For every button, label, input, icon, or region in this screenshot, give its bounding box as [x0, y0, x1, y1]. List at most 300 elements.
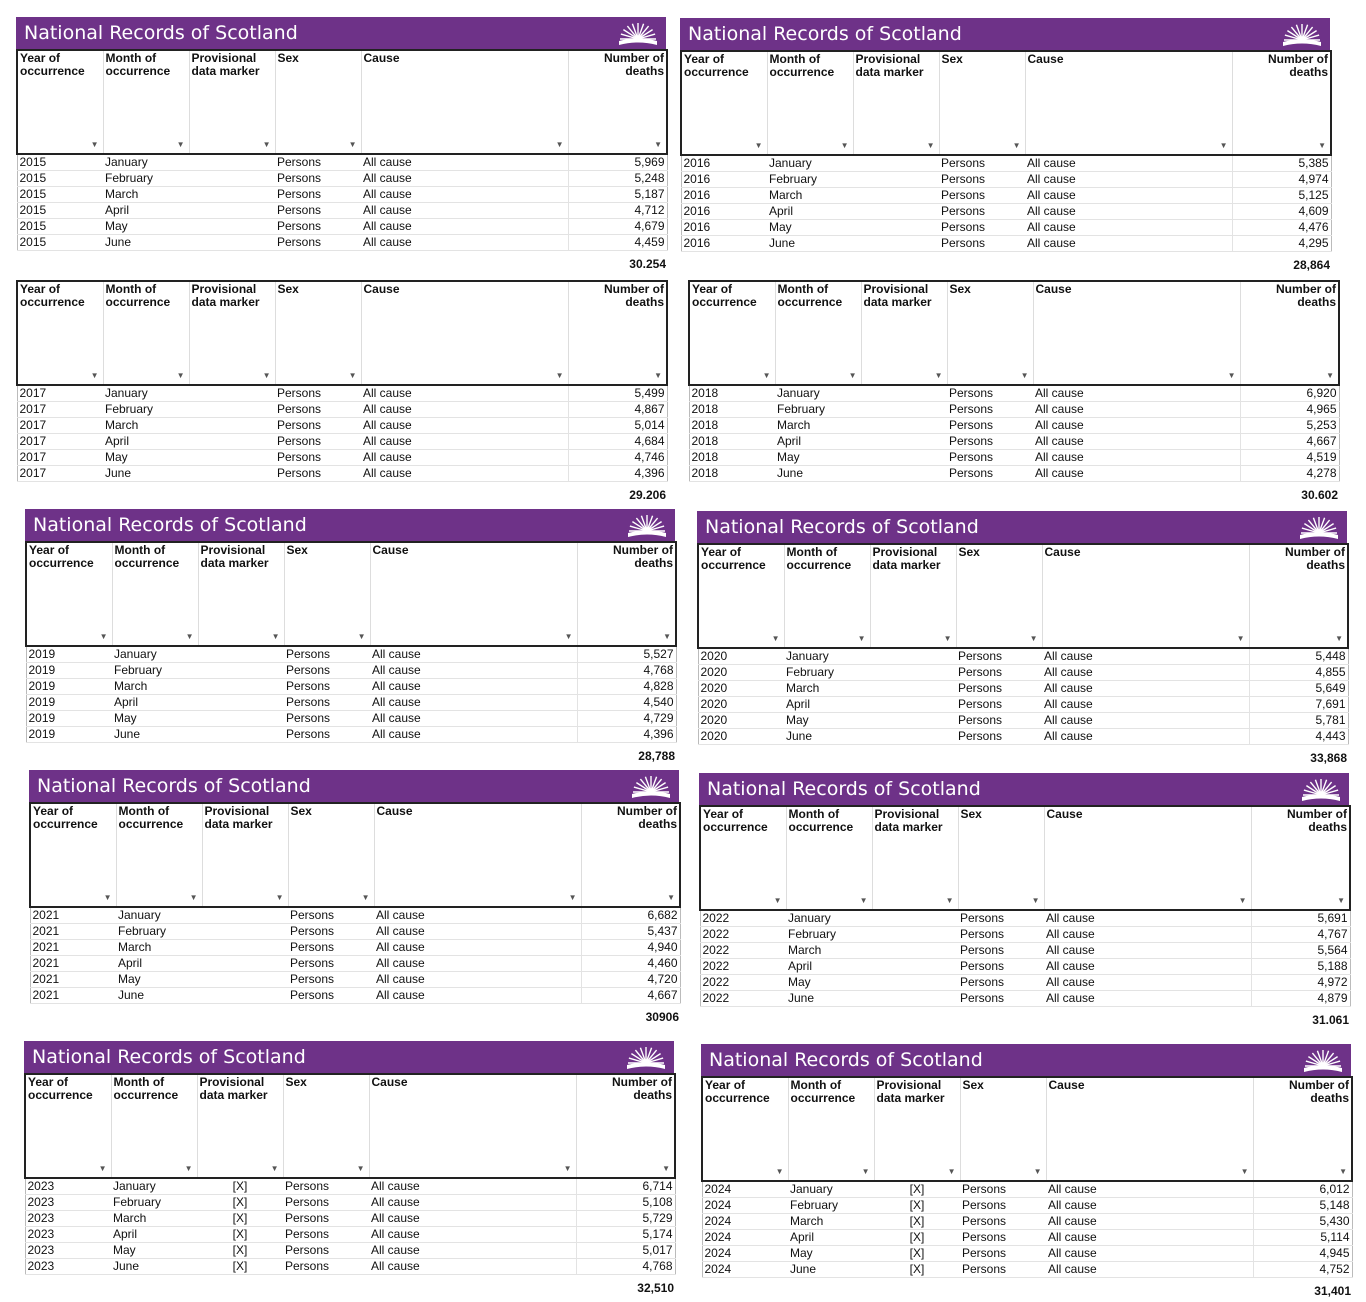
- cause-cell[interactable]: All cause: [369, 1211, 576, 1227]
- filter-dropdown-icon[interactable]: ▼: [861, 1167, 870, 1176]
- cause-cell[interactable]: All cause: [1042, 697, 1249, 713]
- year-cell[interactable]: 2019: [26, 679, 112, 695]
- sex-cell[interactable]: Persons: [947, 418, 1033, 434]
- deaths-cell[interactable]: 4,940: [581, 940, 680, 956]
- month-cell[interactable]: March: [112, 679, 198, 695]
- month-cell[interactable]: May: [111, 1243, 197, 1259]
- filter-dropdown-icon[interactable]: ▼: [754, 141, 763, 150]
- month-cell[interactable]: June: [116, 988, 202, 1004]
- month-cell[interactable]: May: [116, 972, 202, 988]
- year-cell[interactable]: 2021: [30, 956, 116, 972]
- sex-cell[interactable]: Persons: [288, 940, 374, 956]
- filter-dropdown-icon[interactable]: ▼: [189, 893, 198, 902]
- filter-dropdown-icon[interactable]: ▼: [564, 632, 573, 641]
- month-cell[interactable]: March: [111, 1211, 197, 1227]
- column-header-cause[interactable]: [369, 1074, 576, 1178]
- filter-dropdown-icon[interactable]: ▼: [1335, 634, 1343, 643]
- sex-cell[interactable]: Persons: [956, 697, 1042, 713]
- month-cell[interactable]: March: [767, 188, 853, 204]
- month-cell[interactable]: June: [786, 991, 872, 1007]
- month-cell[interactable]: February: [111, 1195, 197, 1211]
- year-cell[interactable]: 2023: [25, 1227, 111, 1243]
- year-cell[interactable]: 2018: [689, 385, 775, 402]
- sex-cell[interactable]: Persons: [284, 663, 370, 679]
- month-cell[interactable]: May: [103, 219, 189, 235]
- deaths-cell[interactable]: 5,729: [576, 1211, 675, 1227]
- filter-dropdown-icon[interactable]: ▼: [361, 893, 370, 902]
- marker-cell[interactable]: [189, 235, 275, 251]
- month-cell[interactable]: January: [116, 907, 202, 924]
- filter-dropdown-icon[interactable]: ▼: [348, 371, 357, 380]
- sex-cell[interactable]: Persons: [284, 711, 370, 727]
- sex-cell[interactable]: Persons: [283, 1211, 369, 1227]
- marker-cell[interactable]: [870, 665, 956, 681]
- cause-cell[interactable]: All cause: [370, 663, 577, 679]
- sex-cell[interactable]: Persons: [288, 988, 374, 1004]
- cause-cell[interactable]: All cause: [1044, 991, 1251, 1007]
- cause-cell[interactable]: All cause: [1042, 713, 1249, 729]
- filter-dropdown-icon[interactable]: ▼: [262, 371, 271, 380]
- filter-dropdown-icon[interactable]: ▼: [176, 140, 185, 149]
- month-cell[interactable]: March: [116, 940, 202, 956]
- year-cell[interactable]: 2021: [30, 907, 116, 924]
- table-row[interactable]: [26, 727, 676, 743]
- cause-cell[interactable]: All cause: [361, 466, 568, 482]
- table-row[interactable]: [681, 188, 1331, 204]
- column-header-deaths[interactable]: [581, 803, 680, 907]
- marker-cell[interactable]: [189, 219, 275, 235]
- sex-cell[interactable]: Persons: [275, 402, 361, 418]
- sex-cell[interactable]: Persons: [960, 1214, 1046, 1230]
- sex-cell[interactable]: Persons: [960, 1198, 1046, 1214]
- filter-dropdown-icon[interactable]: ▼: [1227, 371, 1236, 380]
- cause-cell[interactable]: All cause: [1033, 402, 1240, 418]
- cause-cell[interactable]: All cause: [1046, 1262, 1253, 1278]
- sex-cell[interactable]: Persons: [960, 1246, 1046, 1262]
- marker-cell[interactable]: [202, 972, 288, 988]
- sex-cell[interactable]: Persons: [947, 466, 1033, 482]
- column-header-month[interactable]: [111, 1074, 197, 1178]
- table-row[interactable]: [30, 940, 680, 956]
- table-row[interactable]: [26, 646, 676, 663]
- year-cell[interactable]: 2023: [25, 1178, 111, 1195]
- deaths-cell[interactable]: 5,527: [577, 646, 676, 663]
- column-header-marker[interactable]: [198, 542, 284, 646]
- sex-cell[interactable]: Persons: [939, 220, 1025, 236]
- deaths-cell[interactable]: 4,459: [568, 235, 667, 251]
- cause-cell[interactable]: All cause: [1044, 959, 1251, 975]
- sex-cell[interactable]: Persons: [288, 907, 374, 924]
- table-row[interactable]: [702, 1246, 1352, 1262]
- year-cell[interactable]: 2023: [25, 1259, 111, 1275]
- deaths-cell[interactable]: 5,430: [1253, 1214, 1352, 1230]
- filter-dropdown-icon[interactable]: ▼: [654, 371, 662, 380]
- filter-dropdown-icon[interactable]: ▼: [275, 893, 284, 902]
- filter-dropdown-icon[interactable]: ▼: [771, 634, 780, 643]
- filter-dropdown-icon[interactable]: ▼: [943, 634, 952, 643]
- table-row[interactable]: [700, 910, 1350, 927]
- cause-cell[interactable]: All cause: [1025, 188, 1232, 204]
- sex-cell[interactable]: Persons: [958, 991, 1044, 1007]
- year-cell[interactable]: 2019: [26, 646, 112, 663]
- table-row[interactable]: [30, 924, 680, 940]
- deaths-cell[interactable]: 4,460: [581, 956, 680, 972]
- deaths-cell[interactable]: 5,125: [1232, 188, 1331, 204]
- cause-cell[interactable]: All cause: [1044, 910, 1251, 927]
- deaths-cell[interactable]: 5,499: [568, 385, 667, 402]
- table-row[interactable]: [702, 1262, 1352, 1278]
- column-header-deaths[interactable]: [568, 50, 667, 154]
- sex-cell[interactable]: Persons: [939, 172, 1025, 188]
- table-row[interactable]: [25, 1243, 675, 1259]
- month-cell[interactable]: May: [103, 450, 189, 466]
- table-row[interactable]: [700, 991, 1350, 1007]
- table-row[interactable]: [689, 402, 1339, 418]
- deaths-cell[interactable]: 5,253: [1240, 418, 1339, 434]
- filter-dropdown-icon[interactable]: ▼: [1318, 141, 1326, 150]
- deaths-cell[interactable]: 4,476: [1232, 220, 1331, 236]
- deaths-cell[interactable]: 4,679: [568, 219, 667, 235]
- year-cell[interactable]: 2017: [17, 385, 103, 402]
- column-header-marker[interactable]: [872, 806, 958, 910]
- deaths-cell[interactable]: 5,969: [568, 154, 667, 171]
- month-cell[interactable]: January: [112, 646, 198, 663]
- deaths-cell[interactable]: 4,879: [1251, 991, 1350, 1007]
- year-cell[interactable]: 2019: [26, 727, 112, 743]
- month-cell[interactable]: April: [786, 959, 872, 975]
- sex-cell[interactable]: Persons: [275, 171, 361, 187]
- filter-dropdown-icon[interactable]: ▼: [857, 634, 866, 643]
- column-header-marker[interactable]: [189, 50, 275, 154]
- deaths-cell[interactable]: 7,691: [1249, 697, 1348, 713]
- deaths-cell[interactable]: 5,564: [1251, 943, 1350, 959]
- year-cell[interactable]: 2018: [689, 418, 775, 434]
- marker-cell[interactable]: [X]: [874, 1198, 960, 1214]
- cause-cell[interactable]: All cause: [1033, 466, 1240, 482]
- filter-dropdown-icon[interactable]: ▼: [654, 140, 662, 149]
- deaths-cell[interactable]: 5,187: [568, 187, 667, 203]
- column-header-deaths[interactable]: [1249, 544, 1348, 648]
- filter-dropdown-icon[interactable]: ▼: [1240, 1167, 1249, 1176]
- deaths-cell[interactable]: 4,746: [568, 450, 667, 466]
- table-row[interactable]: [702, 1198, 1352, 1214]
- sex-cell[interactable]: Persons: [947, 434, 1033, 450]
- deaths-cell[interactable]: 5,108: [576, 1195, 675, 1211]
- filter-dropdown-icon[interactable]: ▼: [663, 632, 671, 641]
- year-cell[interactable]: 2022: [700, 910, 786, 927]
- month-cell[interactable]: March: [786, 943, 872, 959]
- table-row[interactable]: [689, 466, 1339, 482]
- month-cell[interactable]: March: [784, 681, 870, 697]
- sex-cell[interactable]: Persons: [288, 956, 374, 972]
- filter-dropdown-icon[interactable]: ▼: [568, 893, 577, 902]
- column-header-sex[interactable]: [288, 803, 374, 907]
- year-cell[interactable]: 2016: [681, 188, 767, 204]
- deaths-cell[interactable]: 6,714: [576, 1178, 675, 1195]
- year-cell[interactable]: 2021: [30, 940, 116, 956]
- marker-cell[interactable]: [853, 155, 939, 172]
- marker-cell[interactable]: [872, 910, 958, 927]
- marker-cell[interactable]: [872, 991, 958, 1007]
- column-header-marker[interactable]: [861, 281, 947, 385]
- filter-dropdown-icon[interactable]: ▼: [947, 1167, 956, 1176]
- table-row[interactable]: [30, 956, 680, 972]
- cause-cell[interactable]: All cause: [369, 1259, 576, 1275]
- marker-cell[interactable]: [872, 927, 958, 943]
- cause-cell[interactable]: All cause: [1042, 648, 1249, 665]
- year-cell[interactable]: 2018: [689, 466, 775, 482]
- table-row[interactable]: [17, 418, 667, 434]
- month-cell[interactable]: June: [788, 1262, 874, 1278]
- month-cell[interactable]: May: [786, 975, 872, 991]
- deaths-cell[interactable]: 5,649: [1249, 681, 1348, 697]
- month-cell[interactable]: April: [112, 695, 198, 711]
- sex-cell[interactable]: Persons: [284, 727, 370, 743]
- year-cell[interactable]: 2016: [681, 220, 767, 236]
- month-cell[interactable]: June: [112, 727, 198, 743]
- table-row[interactable]: [25, 1195, 675, 1211]
- table-row[interactable]: [698, 729, 1348, 745]
- deaths-cell[interactable]: 4,396: [568, 466, 667, 482]
- year-cell[interactable]: 2022: [700, 959, 786, 975]
- month-cell[interactable]: January: [784, 648, 870, 665]
- table-row[interactable]: [17, 187, 667, 203]
- cause-cell[interactable]: All cause: [374, 972, 581, 988]
- filter-dropdown-icon[interactable]: ▼: [176, 371, 185, 380]
- cause-cell[interactable]: All cause: [1025, 155, 1232, 172]
- table-row[interactable]: [17, 466, 667, 482]
- filter-dropdown-icon[interactable]: ▼: [356, 1164, 365, 1173]
- column-header-deaths[interactable]: [1240, 281, 1339, 385]
- deaths-cell[interactable]: 5,248: [568, 171, 667, 187]
- year-cell[interactable]: 2021: [30, 972, 116, 988]
- filter-dropdown-icon[interactable]: ▼: [90, 140, 99, 149]
- filter-dropdown-icon[interactable]: ▼: [90, 371, 99, 380]
- filter-dropdown-icon[interactable]: ▼: [1337, 896, 1345, 905]
- marker-cell[interactable]: [870, 681, 956, 697]
- marker-cell[interactable]: [861, 418, 947, 434]
- column-header-deaths[interactable]: [576, 1074, 675, 1178]
- column-header-year[interactable]: [702, 1077, 788, 1181]
- deaths-cell[interactable]: 5,448: [1249, 648, 1348, 665]
- table-row[interactable]: [698, 665, 1348, 681]
- sex-cell[interactable]: Persons: [947, 450, 1033, 466]
- column-header-sex[interactable]: [960, 1077, 1046, 1181]
- table-row[interactable]: [26, 711, 676, 727]
- marker-cell[interactable]: [861, 402, 947, 418]
- cause-cell[interactable]: All cause: [374, 988, 581, 1004]
- deaths-cell[interactable]: 4,684: [568, 434, 667, 450]
- column-header-month[interactable]: [103, 281, 189, 385]
- marker-cell[interactable]: [X]: [197, 1195, 283, 1211]
- cause-cell[interactable]: All cause: [369, 1227, 576, 1243]
- deaths-cell[interactable]: 6,682: [581, 907, 680, 924]
- year-cell[interactable]: 2017: [17, 466, 103, 482]
- sex-cell[interactable]: Persons: [275, 450, 361, 466]
- cause-cell[interactable]: All cause: [361, 434, 568, 450]
- cause-cell[interactable]: All cause: [1046, 1214, 1253, 1230]
- deaths-cell[interactable]: 4,729: [577, 711, 676, 727]
- marker-cell[interactable]: [198, 679, 284, 695]
- year-cell[interactable]: 2024: [702, 1198, 788, 1214]
- column-header-month[interactable]: [116, 803, 202, 907]
- sex-cell[interactable]: Persons: [956, 665, 1042, 681]
- column-header-marker[interactable]: [853, 51, 939, 155]
- table-row[interactable]: [17, 235, 667, 251]
- filter-dropdown-icon[interactable]: ▼: [184, 1164, 193, 1173]
- year-cell[interactable]: 2021: [30, 988, 116, 1004]
- sex-cell[interactable]: Persons: [939, 155, 1025, 172]
- cause-cell[interactable]: All cause: [369, 1243, 576, 1259]
- year-cell[interactable]: 2017: [17, 434, 103, 450]
- sex-cell[interactable]: Persons: [956, 681, 1042, 697]
- sex-cell[interactable]: Persons: [958, 910, 1044, 927]
- year-cell[interactable]: 2020: [698, 681, 784, 697]
- sex-cell[interactable]: Persons: [958, 959, 1044, 975]
- year-cell[interactable]: 2018: [689, 402, 775, 418]
- deaths-cell[interactable]: 4,720: [581, 972, 680, 988]
- table-row[interactable]: [26, 663, 676, 679]
- year-cell[interactable]: 2018: [689, 450, 775, 466]
- month-cell[interactable]: March: [103, 418, 189, 434]
- month-cell[interactable]: March: [775, 418, 861, 434]
- year-cell[interactable]: 2017: [17, 450, 103, 466]
- deaths-cell[interactable]: 4,974: [1232, 172, 1331, 188]
- table-row[interactable]: [700, 943, 1350, 959]
- deaths-cell[interactable]: 5,017: [576, 1243, 675, 1259]
- table-row[interactable]: [702, 1214, 1352, 1230]
- column-header-month[interactable]: [767, 51, 853, 155]
- filter-dropdown-icon[interactable]: ▼: [840, 141, 849, 150]
- table-row[interactable]: [700, 975, 1350, 991]
- filter-dropdown-icon[interactable]: ▼: [563, 1164, 572, 1173]
- month-cell[interactable]: May: [112, 711, 198, 727]
- table-row[interactable]: [25, 1178, 675, 1195]
- table-row[interactable]: [702, 1230, 1352, 1246]
- filter-dropdown-icon[interactable]: ▼: [773, 896, 782, 905]
- marker-cell[interactable]: [189, 418, 275, 434]
- year-cell[interactable]: 2016: [681, 155, 767, 172]
- column-header-sex[interactable]: [283, 1074, 369, 1178]
- month-cell[interactable]: February: [103, 171, 189, 187]
- year-cell[interactable]: 2021: [30, 924, 116, 940]
- column-header-year[interactable]: [17, 50, 103, 154]
- table-row[interactable]: [700, 927, 1350, 943]
- deaths-cell[interactable]: 6,012: [1253, 1181, 1352, 1198]
- column-header-year[interactable]: [17, 281, 103, 385]
- marker-cell[interactable]: [198, 711, 284, 727]
- month-cell[interactable]: January: [767, 155, 853, 172]
- filter-dropdown-icon[interactable]: ▼: [1033, 1167, 1042, 1176]
- table-row[interactable]: [25, 1227, 675, 1243]
- column-header-cause[interactable]: [1046, 1077, 1253, 1181]
- column-header-cause[interactable]: [1044, 806, 1251, 910]
- table-row[interactable]: [689, 450, 1339, 466]
- column-header-year[interactable]: [25, 1074, 111, 1178]
- column-header-deaths[interactable]: [577, 542, 676, 646]
- deaths-cell[interactable]: 4,767: [1251, 927, 1350, 943]
- marker-cell[interactable]: [X]: [197, 1227, 283, 1243]
- year-cell[interactable]: 2020: [698, 648, 784, 665]
- year-cell[interactable]: 2023: [25, 1211, 111, 1227]
- filter-dropdown-icon[interactable]: ▼: [762, 371, 771, 380]
- sex-cell[interactable]: Persons: [960, 1262, 1046, 1278]
- cause-cell[interactable]: All cause: [1044, 943, 1251, 959]
- deaths-cell[interactable]: 4,667: [581, 988, 680, 1004]
- column-header-sex[interactable]: [947, 281, 1033, 385]
- filter-dropdown-icon[interactable]: ▼: [945, 896, 954, 905]
- cause-cell[interactable]: All cause: [369, 1195, 576, 1211]
- filter-dropdown-icon[interactable]: ▼: [98, 1164, 107, 1173]
- table-row[interactable]: [689, 434, 1339, 450]
- year-cell[interactable]: 2015: [17, 203, 103, 219]
- column-header-sex[interactable]: [958, 806, 1044, 910]
- cause-cell[interactable]: All cause: [1042, 665, 1249, 681]
- cause-cell[interactable]: All cause: [1042, 729, 1249, 745]
- marker-cell[interactable]: [202, 924, 288, 940]
- sex-cell[interactable]: Persons: [275, 418, 361, 434]
- month-cell[interactable]: February: [103, 402, 189, 418]
- column-header-year[interactable]: [700, 806, 786, 910]
- marker-cell[interactable]: [X]: [874, 1230, 960, 1246]
- marker-cell[interactable]: [870, 648, 956, 665]
- month-cell[interactable]: May: [784, 713, 870, 729]
- cause-cell[interactable]: All cause: [361, 219, 568, 235]
- cause-cell[interactable]: All cause: [361, 171, 568, 187]
- column-header-deaths[interactable]: [1232, 51, 1331, 155]
- deaths-cell[interactable]: 5,148: [1253, 1198, 1352, 1214]
- sex-cell[interactable]: Persons: [283, 1243, 369, 1259]
- month-cell[interactable]: April: [116, 956, 202, 972]
- month-cell[interactable]: April: [111, 1227, 197, 1243]
- marker-cell[interactable]: [870, 729, 956, 745]
- cause-cell[interactable]: All cause: [1025, 172, 1232, 188]
- year-cell[interactable]: 2024: [702, 1214, 788, 1230]
- year-cell[interactable]: 2024: [702, 1262, 788, 1278]
- marker-cell[interactable]: [861, 434, 947, 450]
- column-header-year[interactable]: [26, 542, 112, 646]
- year-cell[interactable]: 2024: [702, 1230, 788, 1246]
- table-row[interactable]: [681, 155, 1331, 172]
- filter-dropdown-icon[interactable]: ▼: [103, 893, 112, 902]
- column-header-month[interactable]: [786, 806, 872, 910]
- filter-dropdown-icon[interactable]: ▼: [859, 896, 868, 905]
- column-header-year[interactable]: [689, 281, 775, 385]
- cause-cell[interactable]: All cause: [370, 695, 577, 711]
- cause-cell[interactable]: All cause: [1025, 220, 1232, 236]
- column-header-cause[interactable]: [361, 50, 568, 154]
- sex-cell[interactable]: Persons: [960, 1230, 1046, 1246]
- filter-dropdown-icon[interactable]: ▼: [775, 1167, 784, 1176]
- month-cell[interactable]: April: [784, 697, 870, 713]
- year-cell[interactable]: 2023: [25, 1195, 111, 1211]
- year-cell[interactable]: 2015: [17, 154, 103, 171]
- marker-cell[interactable]: [853, 220, 939, 236]
- marker-cell[interactable]: [872, 943, 958, 959]
- column-header-sex[interactable]: [275, 281, 361, 385]
- year-cell[interactable]: 2020: [698, 713, 784, 729]
- year-cell[interactable]: 2020: [698, 729, 784, 745]
- table-row[interactable]: [698, 648, 1348, 665]
- deaths-cell[interactable]: 4,828: [577, 679, 676, 695]
- cause-cell[interactable]: All cause: [1046, 1230, 1253, 1246]
- sex-cell[interactable]: Persons: [958, 943, 1044, 959]
- deaths-cell[interactable]: 5,174: [576, 1227, 675, 1243]
- cause-cell[interactable]: All cause: [1025, 204, 1232, 220]
- marker-cell[interactable]: [861, 385, 947, 402]
- filter-dropdown-icon[interactable]: ▼: [185, 632, 194, 641]
- cause-cell[interactable]: All cause: [374, 940, 581, 956]
